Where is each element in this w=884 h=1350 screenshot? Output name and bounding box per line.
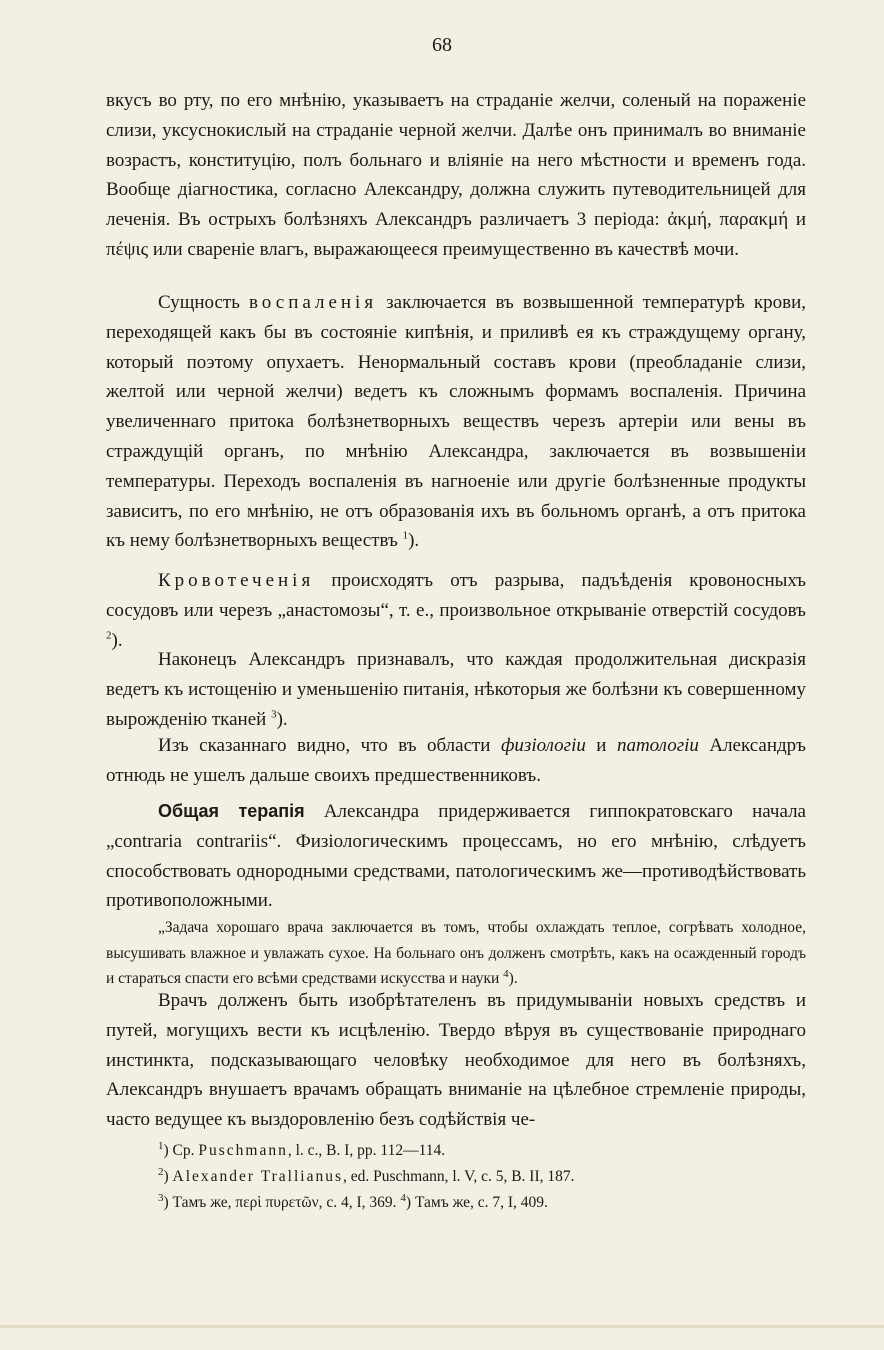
page-number: 68 bbox=[432, 34, 452, 56]
footnote-2 bbox=[158, 1164, 798, 1190]
footnote-3-ref: ) Тамъ же, περὶ πυρετῶν, c. 4, I, 369. bbox=[163, 1194, 401, 1211]
p2-lead: Сущность bbox=[158, 292, 249, 313]
quote-text: „Задача хорошаго врача заключается въ томъ, чтобы охлаждать теплое, согрѣвать холодное, высушивать влажное и увлажать сухое. На больнаго онъ долженъ смотрѣть, какъ на осажденный городъ и стараться спасти его всѣми средствами искусства и науки bbox=[106, 919, 806, 987]
p4-text: Наконецъ Александръ признавалъ, что каждая продолжительная дискразія ведетъ къ истощенію и уменьшенію питанія, нѣкоторыя же болѣзни къ совершенному вырожденію тканей bbox=[106, 649, 806, 730]
footnote-1-mark: 1 bbox=[158, 1139, 164, 1152]
p2-rest: заключается въ возвышенной температурѣ крови, переходящей какъ бы въ состояніе кипѣнія, и приливѣ ея къ страждущему органу, который поэтому опухаетъ. Ненормальный составъ крови (преобладаніе слизи, желтой или черной желчи) ведетъ къ сложнымъ формамъ воспаленія. Причина увеличеннаго притока болѣзнетворныхъ веществъ черезъ артеріи или вены въ страждущій органъ, по мнѣнію Александра, заключается въ возвышеніи температуры. Переходъ воспаленія въ нагноеніе или другіе болѣзненные продукты зависитъ, по его мнѣнію, не отъ образованія ихъ въ больномъ органѣ, а отъ притока къ нему болѣзнетворныхъ веществъ bbox=[106, 292, 806, 552]
p5-a: Изъ сказаннаго видно, что въ области bbox=[158, 735, 501, 756]
p6-text: Александра придерживается гиппократовскаго начала „contraria contrariis“. Физіологическимъ процессамъ, но его мнѣнію, слѣдуетъ способствовать однородными средствами, патологическимъ же—противодѣйствовать противоположными. bbox=[106, 801, 806, 912]
footnote-1 bbox=[158, 1138, 798, 1164]
paragraph-1 bbox=[106, 86, 806, 265]
footnote-4-ref: ) Тамъ же, c. 7, I, 409. bbox=[405, 1194, 548, 1211]
p3-end: ). bbox=[111, 629, 123, 651]
p5-c: Александръ отнюдь не ушелъ дальше своихъ предшественниковъ. bbox=[106, 735, 807, 786]
paragraph-conclusion bbox=[106, 731, 806, 791]
paragraph-dyscrasia bbox=[106, 645, 806, 734]
paragraph-inflammation bbox=[106, 288, 806, 556]
term-inflammation: воспаленія bbox=[248, 292, 378, 313]
term-physiology: физіологіи bbox=[500, 735, 586, 756]
term-pathology: патологіи bbox=[616, 735, 699, 756]
p5-b: и bbox=[585, 735, 617, 756]
footnote-ref-1[interactable]: 1 bbox=[402, 530, 409, 543]
p3-rest: происходятъ отъ разрыва, падъѣденія кровоносныхъ сосудовъ или черезъ „анастомозы“, т. е., произвольное открываніе отверстій сосудовъ bbox=[106, 570, 806, 621]
footnote-1-prefix: ) Ср. bbox=[163, 1142, 199, 1159]
footnote-2-ref: , ed. Puschmann, l. V, c. 5, B. II, 187. bbox=[343, 1168, 575, 1185]
paragraph-general-therapy bbox=[106, 797, 806, 916]
quote-end: ). bbox=[508, 970, 518, 987]
footnote-ref-4[interactable]: 4 bbox=[503, 967, 509, 980]
footnote-4-mark: 4 bbox=[400, 1191, 406, 1204]
paragraph-1-text: вкусъ во рту, по его мнѣнію, указываетъ на страданіе желчи, соленый на пораженіе слизи, уксуснокислый на страданіе черной желчи. Далѣе онъ принималъ во вниманіе возрастъ, конституцію, полъ больнаго и вліяніе на него мѣстности и временъ года. Вообще діагностика, согласно Александру, должна служить путеводительницей для леченія. Въ острыхъ болѣзняхъ Александръ различаетъ 3 періода: ἀκμή, παρακμή и πέψις или свареніе влагъ, выражающееся преимущественно въ качествѣ мочи. bbox=[106, 90, 806, 260]
p2-end: ). bbox=[408, 530, 420, 552]
footnote-3-mark: 3 bbox=[158, 1191, 164, 1204]
paragraph-bleeding bbox=[106, 566, 806, 655]
footnote-3 bbox=[158, 1190, 798, 1216]
footnote-2-mark: 2 bbox=[158, 1165, 164, 1178]
section-heading-general-therapy: Общая терапія bbox=[158, 801, 305, 821]
page-bottom-edge bbox=[0, 1325, 884, 1328]
paragraph-physician-text: Врачъ долженъ быть изобрѣтателенъ въ придумываніи новыхъ средствъ и путей, могущихъ вести къ исцѣленію. Твердо вѣруя въ существованіе природнаго инстинкта, подсказывающаго человѣку необходимое для него въ болѣзняхъ, Александръ внушаетъ врачамъ обращать вниманіе на цѣлебное стремленіе природы, часто ведущее къ выздоровленію безъ содѣйствія че- bbox=[106, 990, 806, 1131]
footnote-2-author: Alexander Trallianus bbox=[172, 1168, 343, 1185]
term-bleeding: Кровотеченія bbox=[158, 570, 315, 591]
footnote-2-prefix: ) bbox=[163, 1168, 173, 1185]
footnote-1-author: Puschmann bbox=[198, 1142, 288, 1159]
footnote-ref-3[interactable]: 3 bbox=[271, 708, 277, 721]
paragraph-physician bbox=[106, 986, 806, 1135]
footnote-ref-2[interactable]: 2 bbox=[106, 629, 112, 642]
block-quote bbox=[106, 915, 806, 992]
footnotes bbox=[158, 1138, 798, 1216]
p4-end: ). bbox=[276, 708, 288, 730]
footnote-1-ref: , l. c., B. I, pp. 112—114. bbox=[287, 1142, 446, 1159]
